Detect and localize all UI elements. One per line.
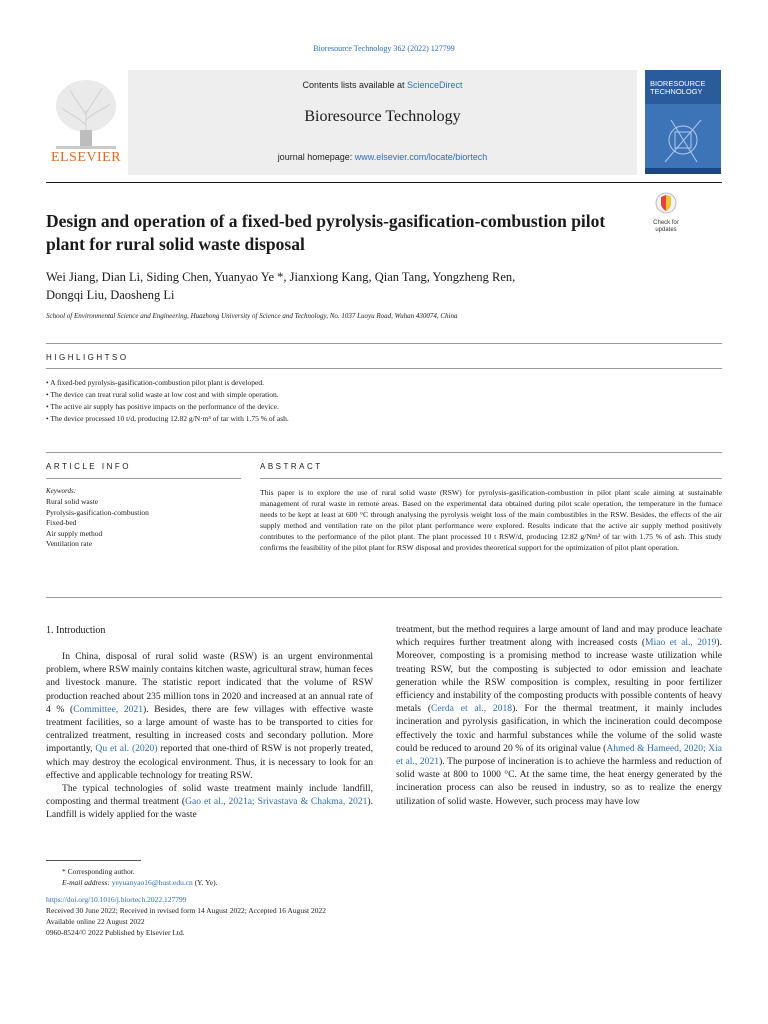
text-run: ). For the thermal treatment, it mainly includes incineration and pyrolysis gasification, in which the incineration could decompose effectively the toxic and harmful substances while the volume of the solid waste could be reduced to around 20 % of its original value ( [396,703,722,754]
text-run: ). Moreover, composting is a promising method to increase waste utilization while treating RSW, but the composting is subjected to odor emission and leachate generation while the RSW composition is complex, resulting in poor fertilizer efficiency and instability of the composting products with possible contents of heavy metals ( [396,637,722,715]
highlight-item: • A fixed-bed pyrolysis-gasification-combustion pilot plant is developed. [46,378,265,387]
keywords-list [46,497,149,550]
text-run: The typical technologies of solid waste treatment mainly include landfill, composting and thermal treatment ( [46,783,373,808]
doi-link[interactable]: https://doi.org/10.1016/j.biortech.2022.127799 [46,895,187,904]
email-label: E-mail address: [62,878,112,887]
article-info-heading: ARTICLE INFO [46,462,131,471]
email-note [46,877,326,888]
highlights-under-rule [46,368,722,369]
reference-link[interactable]: Qu et al. (2020) [95,743,158,755]
highlights-heading: HIGHLIGHTSO [46,353,129,362]
intro-paragraph-1 [46,650,373,782]
homepage-prefix: journal homepage: [277,152,355,162]
text-run: ). Besides, there are few villages with effective waste treatment facilities, so a large amount of waste has to be transported to cities for centralized treatment, resulting in increased costs and secondary pollution. More importantly, [46,703,374,755]
highlights-top-rule [46,343,722,344]
article-info-rule [46,478,241,479]
intro-paragraph-continued [396,623,722,808]
keyword-item: Fixed-bed [46,518,77,527]
reference-link[interactable]: Gao et al., 2021a; Srivastava & Chakma, 2021 [185,796,368,808]
highlight-item: • The device can treat rural solid waste at low cost and with simple operation. [46,390,279,399]
intro-paragraph-2 [46,782,373,822]
author-list [46,268,686,304]
section-heading-introduction: 1. Introduction [46,625,106,636]
text-run: ). Landfill is widely applied for the waste [46,796,374,821]
highlight-item: • The device processed 10 t/d, producing 12.82 g/N·m³ of tar with 1.75 % of ash. [46,414,289,423]
keyword-item: Air supply method [46,528,103,538]
reference-link[interactable]: Miao et al., 2019 [645,637,717,649]
info-top-rule [46,452,722,453]
contents-prefix: Contents lists available at [302,80,408,90]
cover-title-line2: TECHNOLOGY [650,87,703,96]
keyword-item: Pyrolysis-gasification-combustion [46,507,149,517]
available-online: Available online 22 August 2022 [46,917,145,926]
corresponding-author-note: * Corresponding author. [62,867,135,876]
cover-title [650,80,718,96]
text-run: In China, disposal of rural solid waste (RSW) is an urgent environmental problem, where RSW mainly contains kitchen waste, agricultural straw, human feces and livestock manure. The statistic report indicated that the volume of RSW production reached about 235 million tons in 2020 and increased at an annual rate of 4 % ( [46,651,373,715]
journal-citation[interactable]: Bioresource Technology 362 (2022) 127799 [313,44,455,53]
abstract-bottom-rule [46,597,722,598]
check-updates-label [645,220,687,234]
check-updates-icon [655,192,677,214]
authors-line2[interactable]: Dongqi Liu, Daosheng Li [46,288,175,302]
highlight-item: • The active air supply has positive impacts on the performance of the device. [46,402,279,411]
abstract-heading: ABSTRACT [260,462,323,471]
text-run: reported that one-third of RSW is not properly treated, which may destroy the ecological environment. Thus, it is necessary to look for an effective and applicable technology for treating RSW. [46,743,373,781]
keywords-label: Keywords: [46,487,77,495]
author-affiliation: School of Environmental Science and Engineering, Huazhong University of Science and Technology, No. 1037 Luoyu Road, Wuhan 430074, China [46,312,458,320]
article-title: Design and operation of a fixed-bed pyrolysis-gasification-combustion pilot plant for rural solid waste disposal [46,211,606,254]
reference-link[interactable]: Cerda et al., 2018 [431,703,513,715]
sciencedirect-link[interactable]: ScienceDirect [407,80,463,90]
keyword-item: Rural solid waste [46,497,99,506]
copyright-line: 0960-8524/© 2022 Published by Elsevier Ltd. [46,928,185,937]
email-link[interactable]: yeyuanyao16@hust.edu.cn [111,878,193,887]
elsevier-wordmark: ELSEVIER [50,150,122,165]
check-updates-line2: updates [655,227,677,233]
check-updates-line1: Check for [653,220,679,226]
body-column-right [396,623,722,808]
text-run: treatment, but the method requires a large amount of land and may produce leachate which requires further treatment along with increased costs ( [396,624,722,649]
reference-link[interactable]: Ahmed & Hameed, 2020; Xia et al., 2021 [396,742,722,768]
received-dates: Received 30 June 2022; Received in revised form 14 August 2022; Accepted 16 August 2022 [46,906,326,915]
check-for-updates-badge[interactable] [645,192,687,234]
contents-available-line [128,80,637,90]
reference-link[interactable]: Committee, 2021 [73,703,144,715]
cover-title-line1: BIORESOURCE [650,79,706,88]
header-divider [46,182,722,183]
keyword-item: Ventilation rate [46,539,93,548]
highlights-list [46,377,722,425]
abstract-text: This paper is to explore the use of rural solid waste (RSW) for pyrolysis-gasification-combustion in pilot plant scale aiming at sustainable management of rural waste in remote areas. Based on the experimental data obtained during pilot scale operation, the temperature in the furnace needs to be kept at least at 600 °C through analysing the pyrolysis weight loss of the main combustibles in the RSW. Besides, the effects of the air supply method and ventilation rate on the pilot plant performance were explored. Results indicate that the active air supply method positively contributes to the performance of the pilot plant. The plant processed 10 t RSW/d, producing 12.82 g/Nm³ of tar with 1.75 % of ash. This study confirms the feasibility of the pilot plant for RSW disposal and provides theoretical support for the optimization of pilot plant operation. [260,488,722,552]
text-run: ). The purpose of incineration is to achieve the harmless and reduction of solid waste at 800 to 1000 °C. At the same time, the heat energy generated by the incineration process can also be reused in industry, so as to realize the energy utilization of solid waste. However, such process may have low [396,756,722,807]
body-column-left [46,650,373,822]
journal-homepage-line [128,152,637,162]
authors-line1[interactable]: Wei Jiang, Dian Li, Siding Chen, Yuanyao Ye *, Jianxiong Kang, Qian Tang, Yongzheng Ren, [46,270,516,284]
footnote-divider [46,860,141,861]
journal-homepage-link[interactable]: www.elsevier.com/locate/biortech [354,152,488,162]
journal-name: Bioresource Technology [304,108,461,125]
footnotes [46,866,326,938]
email-suffix: (Y. Ye). [192,878,218,887]
abstract-rule [260,478,722,479]
